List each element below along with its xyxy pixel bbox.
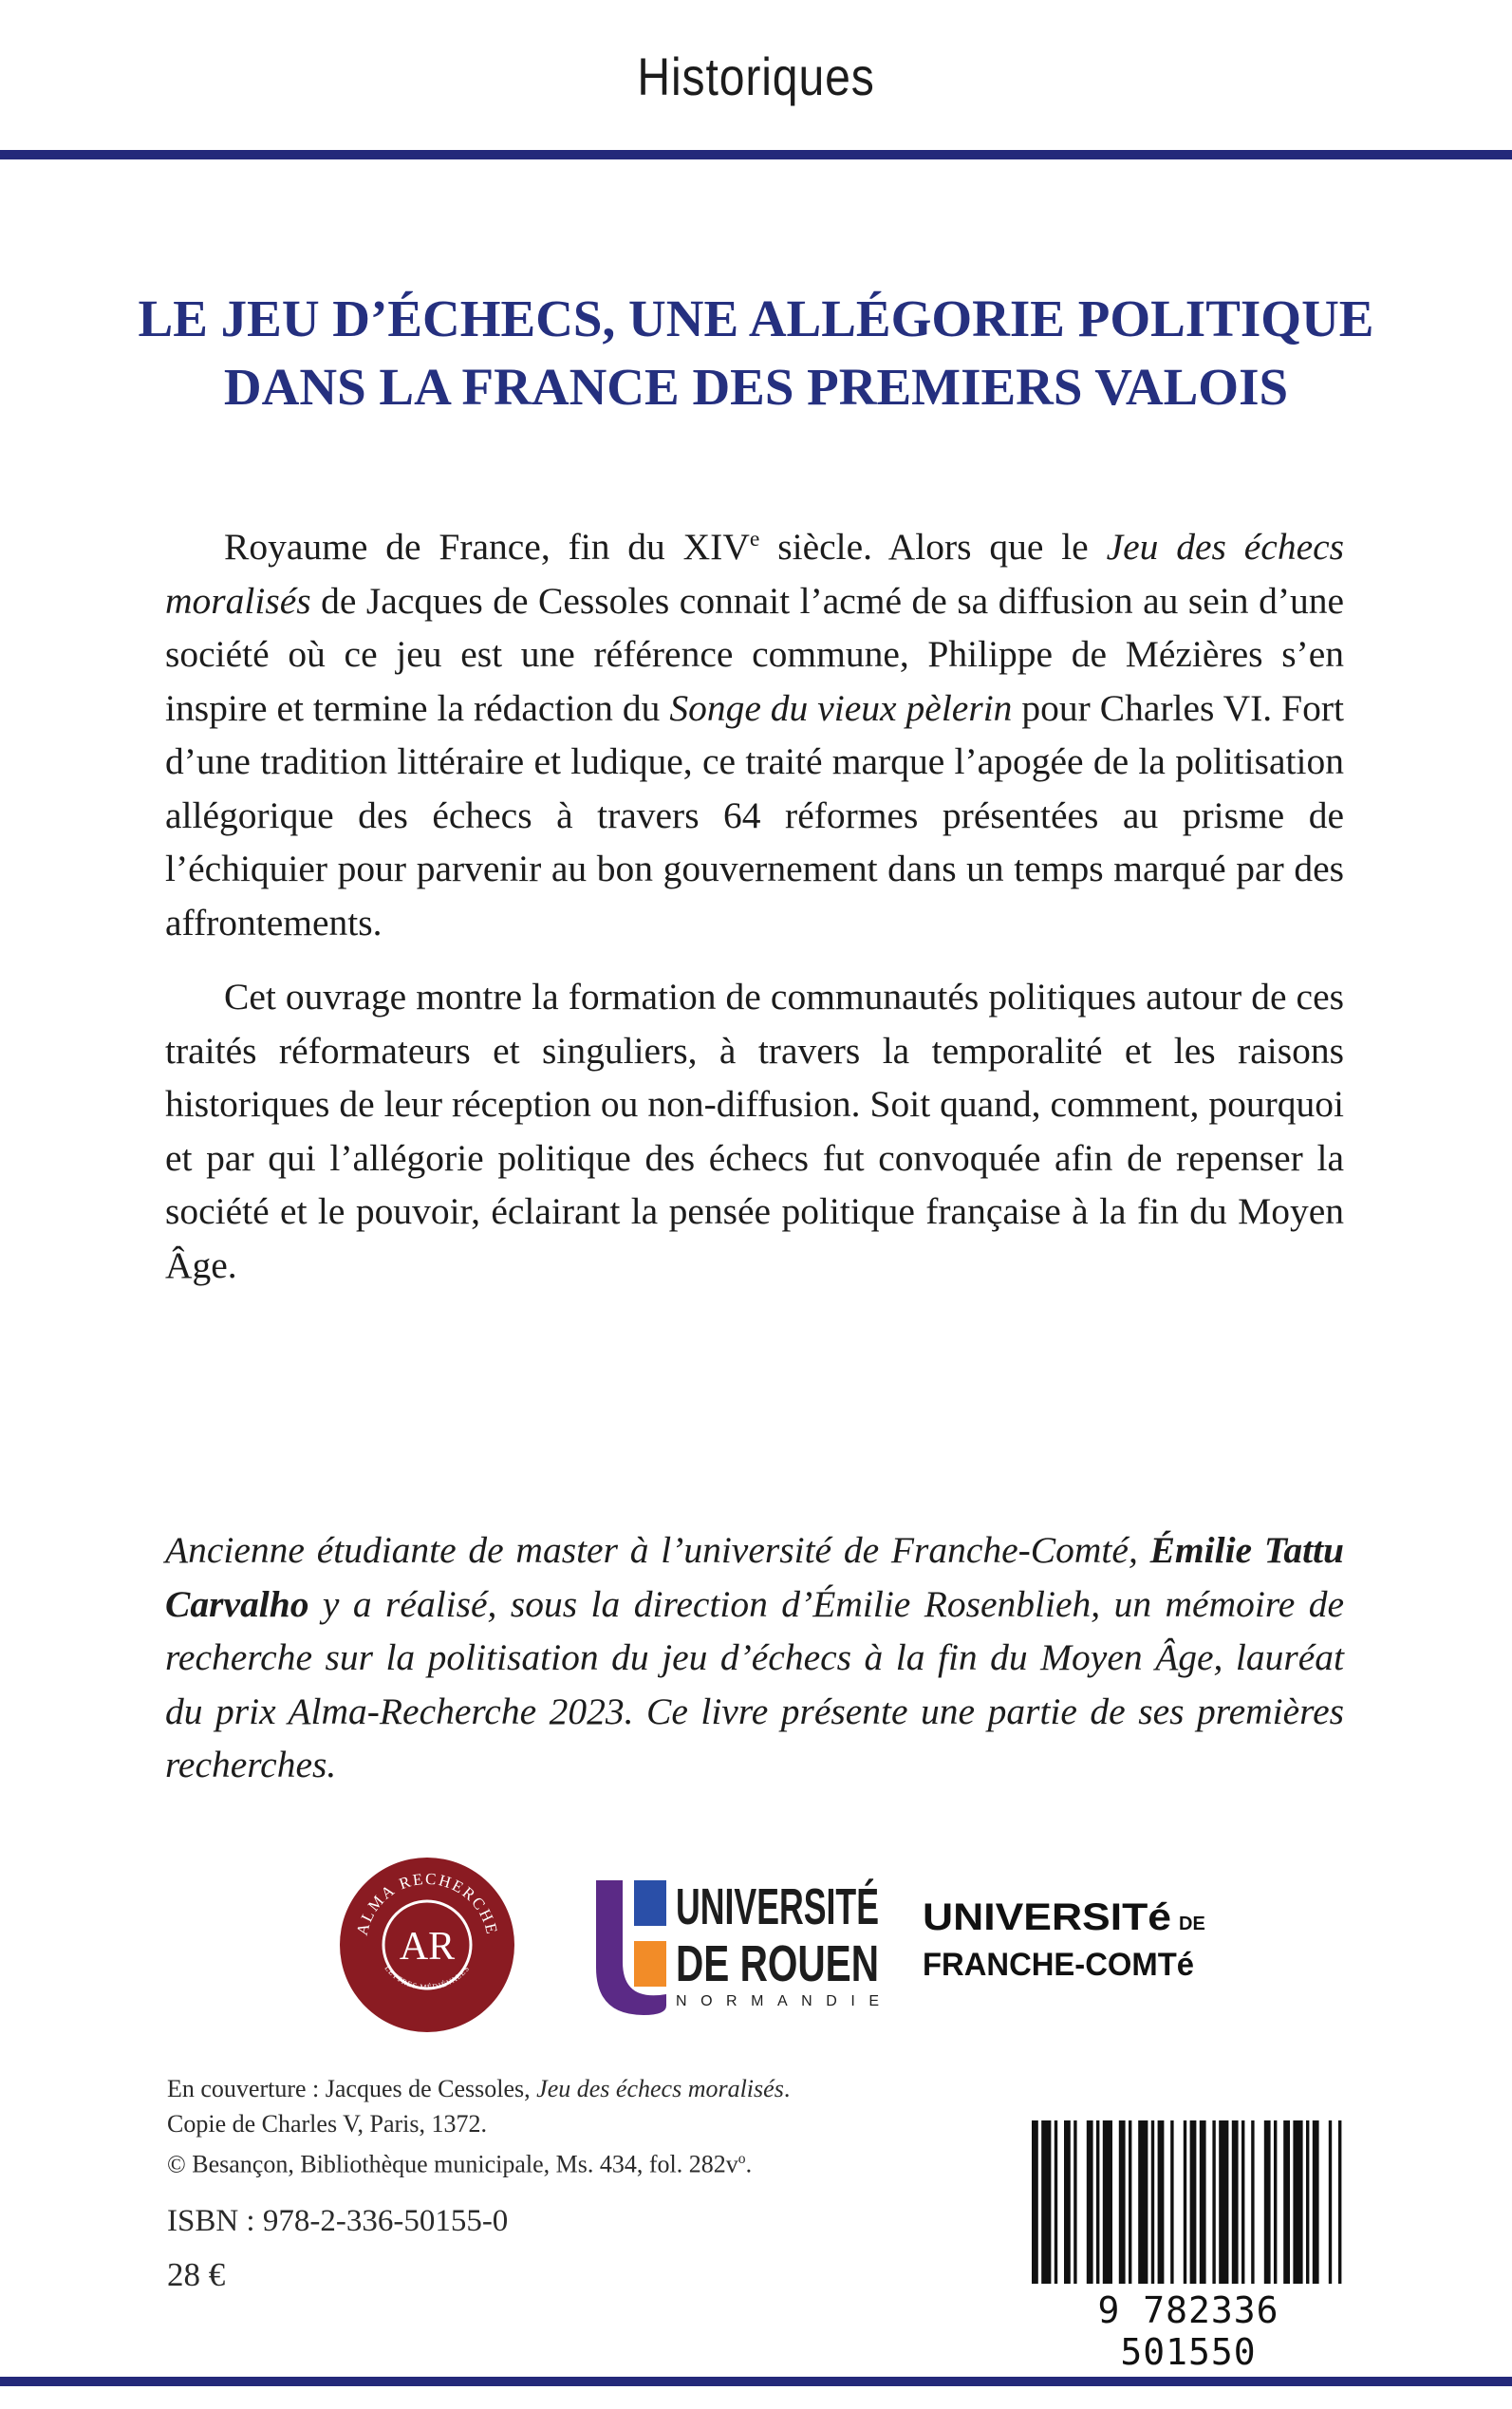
barcode-bar <box>1338 2120 1341 2284</box>
barcode-bar <box>1158 2120 1165 2284</box>
isbn: ISBN : 978-2-336-50155-0 <box>167 2204 509 2238</box>
century-superscript: e <box>749 527 760 551</box>
series-name: Historiques <box>637 47 875 106</box>
barcode-bar <box>1200 2120 1206 2284</box>
universite-franche-comte-logo <box>919 1884 1204 1998</box>
barcode-bar <box>1138 2120 1148 2284</box>
barcode-bar <box>1032 2120 1038 2284</box>
summary-paragraph-2: Cet ouvrage montre la formation de communautés politiques autour de ces traités réformateurs et singuliers, à travers la temporalité et les raisons historiques de leur réception ou non-diffusion. Soit quand, comment, pourquoi et par qui l’allégorie politique des échecs fut convoquée afin de repenser la société et le pouvoir, éclairant la pensée politique française à la fin du Moyen Âge. <box>165 976 1344 1286</box>
barcode-bar <box>1151 2120 1154 2284</box>
credit-line-2: Copie de Charles V, Paris, 1372. <box>167 2110 488 2138</box>
summary-text: pour Charles VI. Fort d’une tradition littéraire et ludique, ce traité marque l’apogée de la politisation allégorique des échecs à travers 64 réformes présentées au prisme de l’échiquier pour parvenir au bon gouvernement dans un temps marqué par des affrontements. <box>165 686 1344 943</box>
title-line-2: DANS LA FRANCE DES PREMIERS VALOIS <box>223 358 1289 416</box>
author-bio <box>165 1523 1344 1792</box>
barcode-bar <box>1232 2120 1239 2284</box>
barcode-bar <box>1264 2120 1271 2284</box>
title-line-1: LE JEU D’ÉCHECS, UNE ALLÉGORIE POLITIQUE <box>138 289 1374 347</box>
bio-text: Ancienne étudiante de master à l’université de Franche-Comté, <box>165 1529 1150 1571</box>
summary <box>165 513 1344 1313</box>
author-name: Émilie Tattu Carvalho <box>165 1529 1344 1625</box>
book-title <box>76 285 1436 421</box>
barcode-bar <box>1306 2120 1309 2284</box>
ufc-line-1: UNIVERSITé <box>923 1896 1171 1938</box>
barcode-bar <box>1219 2120 1228 2284</box>
barcode-number: 9 782336 501550 <box>1097 2289 1279 2373</box>
barcode-bar <box>1283 2120 1290 2284</box>
rouen-line-3: NORMANDIE <box>676 1993 879 2009</box>
summary-paragraph-1 <box>165 513 1344 949</box>
credit-line-1 <box>167 2071 926 2106</box>
ufc-line-2: FRANCHE-COMTé <box>923 1947 1194 1983</box>
barcode-bar <box>1212 2120 1215 2284</box>
barcode-bar <box>1251 2120 1254 2284</box>
summary-text: Royaume de France, fin du XIV <box>224 526 750 569</box>
barcode-bar <box>1129 2120 1131 2284</box>
barcode-bar <box>1096 2120 1099 2284</box>
barcode-bar <box>1293 2120 1302 2284</box>
universite-rouen-logo <box>590 1863 885 2025</box>
credit-work-title: Jeu des échecs moralisés <box>536 2075 784 2102</box>
alma-top-text: ALMA RECHERCHE <box>352 1869 502 1937</box>
bio-text: y a réalisé, sous la direction d’Émilie Rosenblieh, un mémoire de recherche sur la politisation du jeu d’échecs à la fin du Moyen Âge, lauréat du prix Alma-Recherche 2023. Ce livre présente une partie de ses premières recherches. <box>165 1582 1344 1785</box>
barcode-bar <box>1103 2120 1112 2284</box>
credit-text: . <box>783 2075 791 2102</box>
barcode-bar <box>1041 2120 1051 2284</box>
barcode-bar <box>1170 2120 1173 2284</box>
credit-text: En couverture : Jacques de Cessoles, <box>167 2075 537 2102</box>
folio-superscript: o <box>737 2151 746 2167</box>
work-title: Songe du vieux pèlerin <box>669 686 1013 729</box>
credit-text: © Besançon, Bibliothèque municipale, Ms. 434, fol. 282v <box>167 2150 738 2178</box>
bottom-rule <box>0 2377 1512 2386</box>
barcode-bar <box>1184 2120 1186 2284</box>
work-title: Jeu des échecs moralisés <box>165 526 1345 622</box>
summary-text: de Jacques de Cessoles connait l’acmé de sa diffusion au sein d’une société où ce jeu est une référence commune, Philippe de Mézières s’en inspire et termine la rédaction du <box>165 579 1344 729</box>
barcode-bar <box>1064 2120 1071 2284</box>
ufc-de: DE <box>1179 1914 1205 1934</box>
alma-recherche-logo <box>338 1856 516 2034</box>
barcode-bar <box>1313 2120 1319 2284</box>
barcode-bar <box>1073 2120 1076 2284</box>
barcode-bar <box>1087 2120 1093 2284</box>
rouen-line-2: DE ROUEN <box>676 1935 879 1992</box>
rouen-line-1: UNIVERSITÉ <box>676 1878 879 1935</box>
alma-monogram: AR <box>399 1925 456 1969</box>
credit-text: . <box>745 2150 753 2178</box>
partner-logos <box>0 1856 1512 2026</box>
alma-bottom-text: LETTRES MÉDIÉVALES <box>383 1964 472 1992</box>
barcode-bar <box>1241 2120 1244 2284</box>
price: 28 € <box>167 2256 226 2293</box>
summary-text: siècle. Alors que le <box>759 526 1107 569</box>
top-rule <box>0 150 1512 159</box>
barcode-bar <box>1119 2120 1126 2284</box>
barcode-bar <box>1274 2120 1277 2284</box>
barcode-bar <box>1055 2120 1057 2284</box>
barcode-bar <box>1190 2120 1197 2284</box>
credit-line-3 <box>167 2141 926 2182</box>
cover-credit <box>167 2071 926 2182</box>
barcode-bar <box>1329 2120 1332 2284</box>
